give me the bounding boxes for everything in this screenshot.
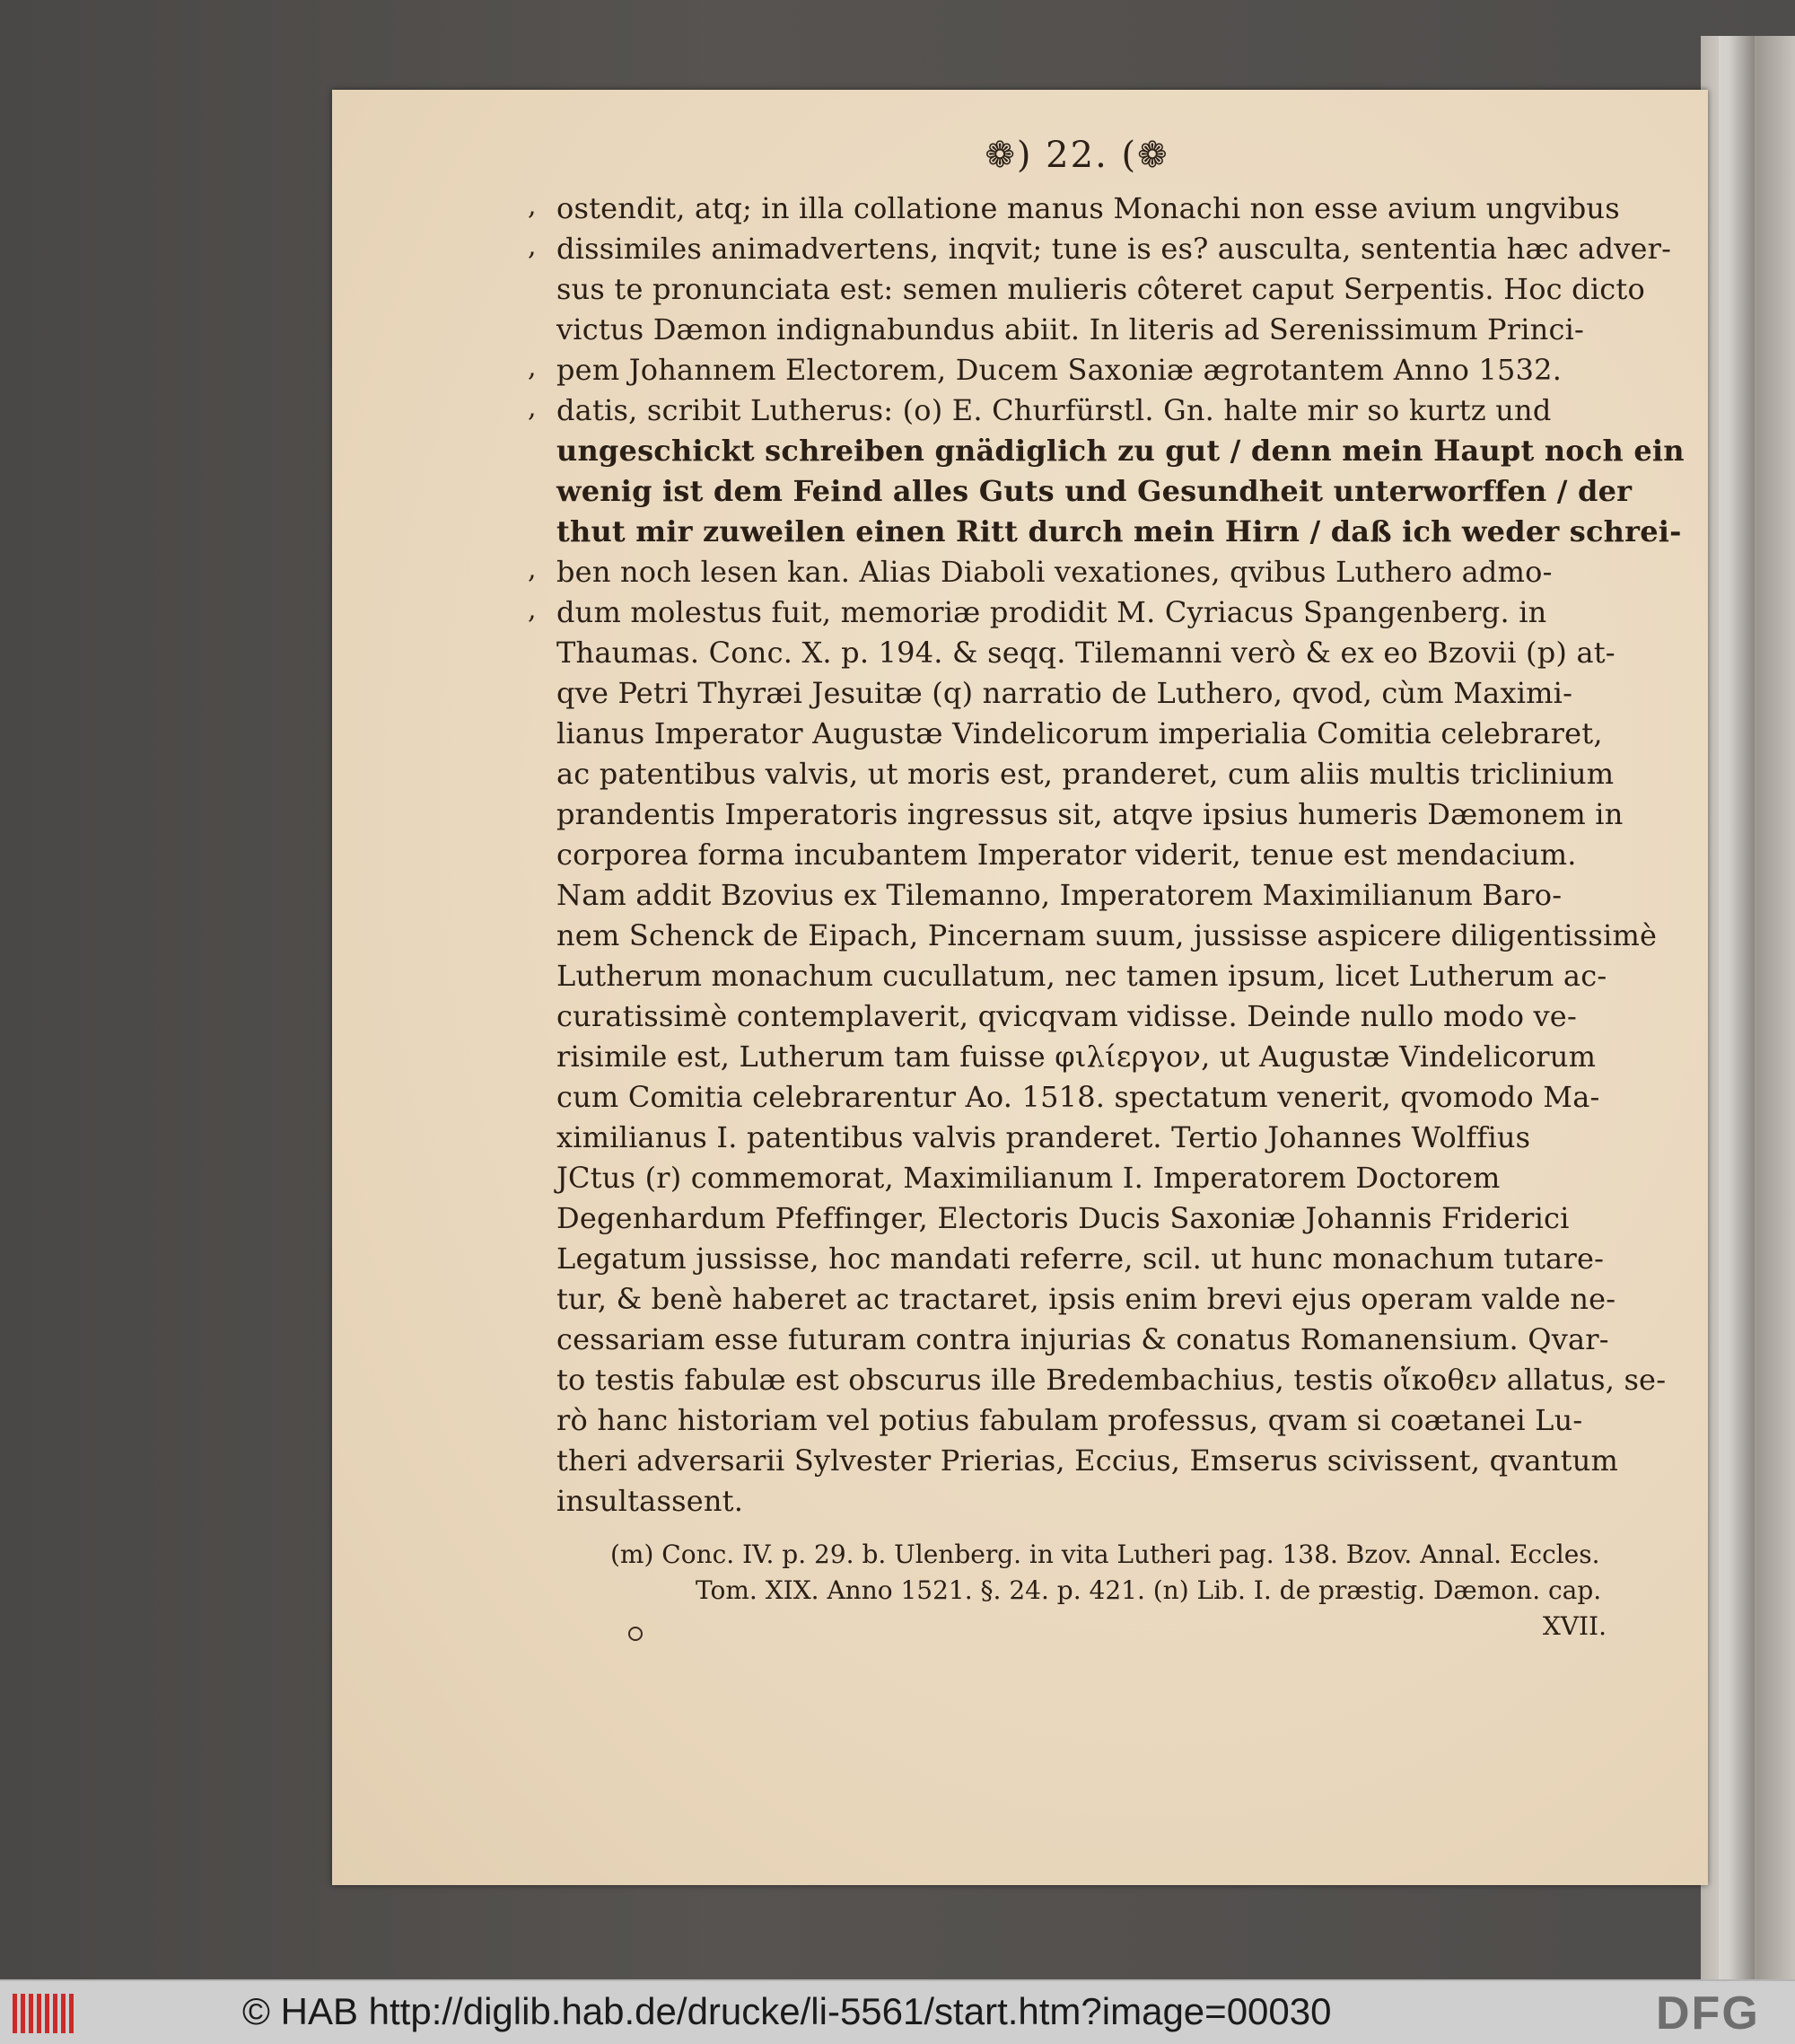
text-line: Degenhardum Pfeffinger, Electoris Ducis Saxoniæ Johannis Friderici [556,1201,1570,1235]
text-line: ac patentibus valvis, ut moris est, pranderet, cum aliis multis triclinium [556,757,1615,791]
text-line: prandentis Imperatoris ingressus sit, atqve ipsius humeris Dæmonem in [556,797,1624,831]
quote-mark: , [528,392,537,424]
text-line: nem Schenck de Eipach, Pincernam suum, jussisse aspicere diligentissimè [556,918,1658,952]
quote-mark: , [528,554,537,585]
page-header: ❁) 22. (❁ [985,135,1169,176]
text-line: cum Comitia celebrarentur Ao. 1518. spectatum venerit, qvomodo Ma- [556,1080,1600,1114]
text-line-fraktur: ungeschickt schreiben gnädiglich zu gut / denn mein Haupt noch ein [556,434,1685,468]
quote-mark: , [528,190,537,222]
text-line: rò hanc historiam vel potius fabulam professus, qvam si coætanei Lu- [556,1403,1583,1437]
text-line: Nam addit Bzovius ex Tilemanno, Imperatorem Maximilianum Baro- [556,878,1563,912]
text-line: pem Johannem Electorem, Ducem Saxoniæ ægrotantem Anno 1532. [556,353,1563,387]
text-line: Thaumas. Conc. X. p. 194. & seqq. Tilemanni verò & ex eo Bzovii (p) at- [556,636,1616,670]
footnotes [610,1537,1607,1645]
text-line: insultassent. [556,1484,744,1518]
quote-mark: , [528,231,537,262]
hab-logo-icon [13,1994,75,2033]
footnote-line: Tom. XIX. Anno 1521. §. 24. p. 421. (n) Lib. I. de præstig. Dæmon. cap. [696,1575,1602,1605]
text-line: theri adversarii Sylvester Prierias, Eccius, Emserus scivissent, qvantum [556,1443,1619,1478]
text-line: JCtus (r) commemorat, Maximilianum I. Imperatorem Doctorem [556,1161,1501,1195]
footer-bar [0,1979,1795,2044]
text-line: datis, scribit Lutherus: (o) E. Churfürstl. Gn. halte mir so kurtz und [556,393,1552,427]
adjacent-page-edge [1701,36,1795,1979]
text-line: cessariam esse futuram contra injurias & conatus Romanensium. Qvar- [556,1322,1609,1356]
text-line: risimile est, Lutherum tam fuisse φιλίεργον, ut Augustæ Vindelicorum [556,1040,1597,1074]
text-line: lianus Imperator Augustæ Vindelicorum imperialia Comitia celebraret, [556,716,1603,750]
text-line: curatissimè contemplaverit, qvicqvam vidisse. Deinde nullo modo ve- [556,999,1577,1033]
dfg-logo: DFG [1656,1987,1760,2040]
text-line: tur, & benè haberet ac tractaret, ipsis enim brevi ejus operam valde ne- [556,1282,1616,1316]
main-text [556,189,1685,1522]
footnote-line: XVII. [1542,1611,1607,1641]
text-line: qve Petri Thyræi Jesuitæ (q) narratio de Luthero, qvod, cùm Maximi- [556,676,1573,710]
text-line: corporea forma incubantem Imperator viderit, tenue est mendacium. [556,838,1577,872]
text-line: ximilianus I. patentibus valvis pranderet. Tertio Johannes Wolffius [556,1120,1531,1154]
quote-mark: , [528,352,537,383]
text-line: dum molestus fuit, memoriæ prodidit M. Cyriacus Spangenberg. in [556,595,1547,629]
footnote-line: (m) Conc. IV. p. 29. b. Ulenberg. in vita Lutheri pag. 138. Bzov. Annal. Eccles. [610,1540,1600,1569]
text-line-fraktur: wenig ist dem Feind alles Guts und Gesundheit unterworffen / der [556,474,1633,508]
signature-mark [628,1627,643,1641]
text-line: dissimiles animadvertens, inqvit; tune is es? ausculta, sententia hæc adver- [556,232,1672,266]
text-line: Lutherum monachum cucullatum, nec tamen ipsum, licet Lutherum ac- [556,959,1607,993]
quote-mark: , [528,594,537,626]
text-line: Legatum jussisse, hoc mandati referre, scil. ut hunc monachum tutare- [556,1241,1605,1276]
text-line: ostendit, atq; in illa collatione manus Monachi non esse avium ungvibus [556,191,1620,225]
text-line: to testis fabulæ est obscurus ille Bredembachius, testis οἴκοθεν allatus, se- [556,1363,1667,1397]
text-line-fraktur: thut mir zuweilen einen Ritt durch mein Hirn / daß ich weder schrei- [556,514,1682,548]
text-line: ben noch lesen kan. Alias Diaboli vexationes, qvibus Luthero admo- [556,555,1553,589]
copyright-link[interactable]: © HAB http://diglib.hab.de/drucke/li-5561/start.htm?image=00030 [242,1990,1332,2032]
text-line: victus Dæmon indignabundus abiit. In literis ad Serenissimum Princi- [556,312,1585,347]
text-line: sus te pronunciata est: semen mulieris côteret caput Serpentis. Hoc dicto [556,272,1645,306]
